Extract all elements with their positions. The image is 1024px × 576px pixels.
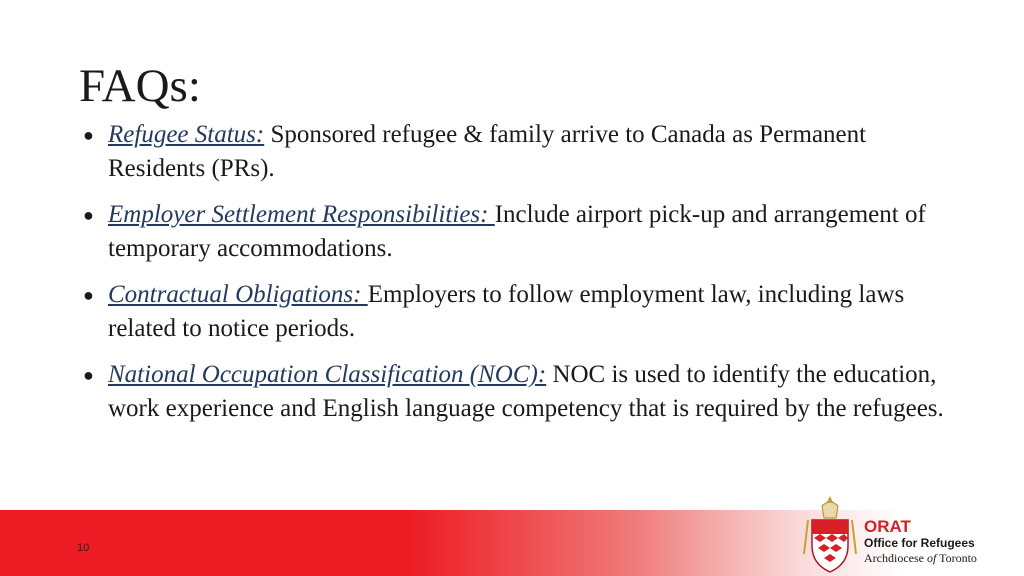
org-name: Office for Refugees: [864, 536, 975, 550]
faq-text: Include airport pick-up and arrangement of temporary accommodations.: [108, 201, 926, 262]
faq-item-noc: [80, 358, 960, 426]
org-subtitle: Archdiocese of Toronto: [864, 551, 977, 565]
bullet-icon: ●: [83, 365, 94, 385]
faq-term: Refugee Status:: [108, 121, 265, 148]
logo-text: [864, 518, 977, 566]
bullet-icon: ●: [83, 205, 94, 225]
bullet-icon: ●: [83, 285, 94, 305]
orat-logo: [800, 494, 1010, 574]
faq-item-refugee-status: [80, 118, 960, 186]
faq-list: [80, 118, 960, 438]
slide-title: FAQs:: [79, 60, 201, 112]
faq-term: National Occupation Classification (NOC):: [108, 361, 547, 388]
faq-item-contractual-obligations: [80, 278, 960, 346]
page-number: 10: [77, 542, 90, 554]
faq-text: NOC is used to identify the education, work experience and English language competency that is required by the refugees.: [108, 361, 944, 422]
faq-term: Contractual Obligations:: [108, 281, 368, 308]
bullet-icon: ●: [83, 125, 94, 145]
faq-item-employer-settlement: [80, 198, 960, 266]
faq-text: Employers to follow employment law, including laws related to notice periods.: [108, 281, 905, 342]
archdiocese-crest-icon: [800, 494, 860, 574]
faq-text: Sponsored refugee & family arrive to Canada as Permanent Residents (PRs).: [108, 121, 867, 182]
org-abbreviation: ORAT: [864, 517, 911, 536]
faq-term: Employer Settlement Responsibilities:: [108, 201, 495, 228]
